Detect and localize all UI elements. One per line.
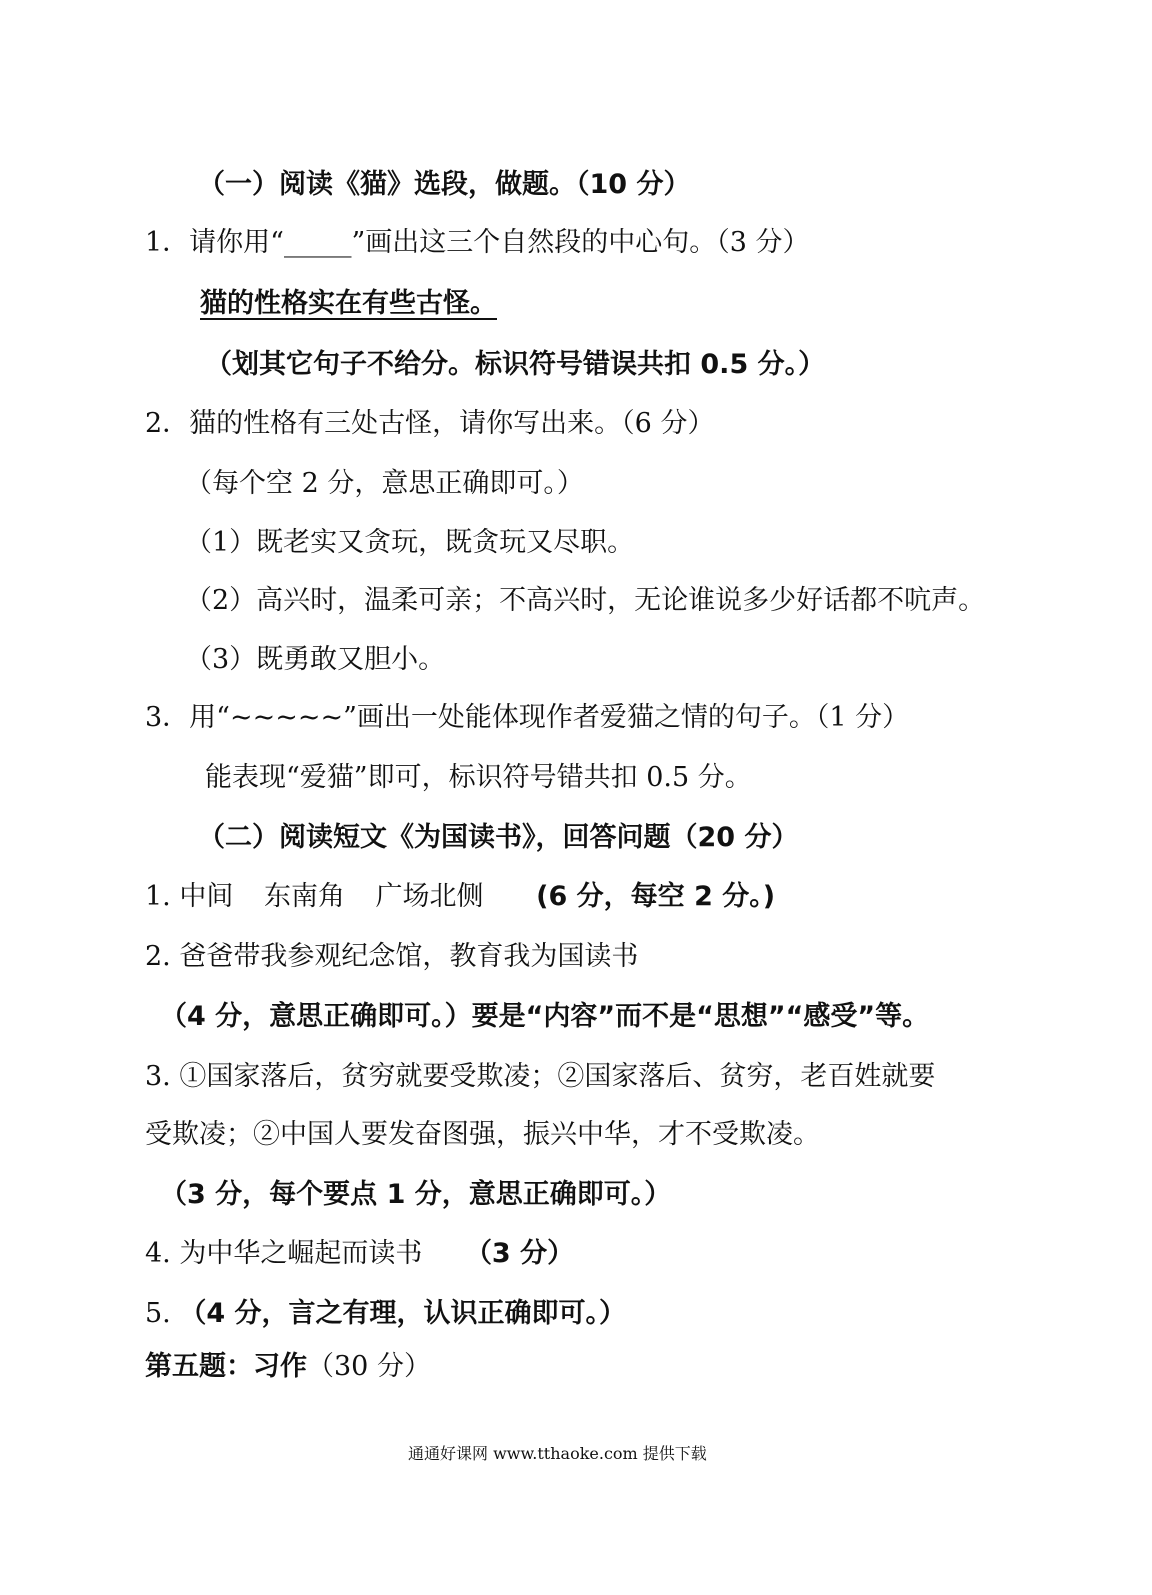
section1-q1-answer: 猫的性格实在有些古怪。 (200, 288, 497, 319)
section1-q2-text: 2．猫的性格有三处古怪，请你写出来。（6 分） (145, 408, 715, 439)
section2-q5-note: （4 分，言之有理，认识正确即可。） (179, 1298, 627, 1329)
section2-q2-answer: 2. 爸爸带我参观纪念馆，教育我为国读书 (145, 941, 639, 972)
section5-title: 第五题：习作 (145, 1351, 307, 1382)
section2-q5-number: 5. (145, 1298, 171, 1329)
section2-heading: （二）阅读短文《为国读书》，回答问题（20 分） (198, 822, 799, 853)
section2-q1-line (145, 877, 775, 917)
section2-q1-answer-2: 东南角 (263, 881, 345, 912)
section1-q2-note: （每个空 2 分，意思正确即可。） (185, 468, 584, 499)
section5-line (145, 1347, 431, 1387)
section1-q3-text: 3．用“~~~~~”画出一处能体现作者爱猫之情的句子。（1 分） (145, 702, 910, 733)
section2-q1-answer-3: 广场北侧 (375, 881, 484, 912)
section2-q1-number: 1. (145, 881, 171, 912)
section1-heading: （一）阅读《猫》选段，做题。（10 分） (198, 169, 691, 200)
section1-q2-answer-2: （2）高兴时，温柔可亲；不高兴时，无论谁说多少好话都不吭声。 (185, 585, 986, 616)
section2-q4-line (145, 1234, 574, 1274)
section5-score: （30 分） (307, 1351, 431, 1382)
section2-q4-answer: 4. 为中华之崛起而读书 (145, 1238, 423, 1269)
section2-q4-score: （3 分） (464, 1238, 575, 1269)
section2-q1-score: (6 分，每空 2 分。) (536, 881, 776, 912)
section2-q3-answer-line1: 3. ①国家落后，贫穷就要受欺凌；②国家落后、贫穷，老百姓就要 (145, 1061, 936, 1092)
section1-q2-answer-1: （1）既老实又贪玩，既贪玩又尽职。 (185, 527, 635, 558)
section2-q3-answer-line2: 受欺凌；②中国人要发奋图强，振兴中华，才不受欺凌。 (145, 1119, 820, 1150)
page-footer: 通通好课网 www.tthaoke.com 提供下载 (408, 1444, 707, 1463)
section1-q2-answer-3: （3）既勇敢又胆小。 (185, 644, 446, 675)
section2-q5-line (145, 1294, 626, 1334)
section1-q1-text: 1．请你用“_____”画出这三个自然段的中心句。（3 分） (145, 227, 810, 258)
section1-q3-answer: 能表现“爱猫”即可，标识符号错共扣 0.5 分。 (205, 762, 752, 793)
section2-q3-note: （3 分，每个要点 1 分，意思正确即可。） (160, 1179, 672, 1210)
section2-q2-note: （4 分，意思正确即可。）要是“内容”而不是“思想”“感受”等。 (160, 1001, 930, 1032)
section1-q1-note: （划其它句子不给分。标识符号错误共扣 0.5 分。） (205, 349, 826, 380)
section2-q1-answer-1: 中间 (179, 881, 234, 912)
